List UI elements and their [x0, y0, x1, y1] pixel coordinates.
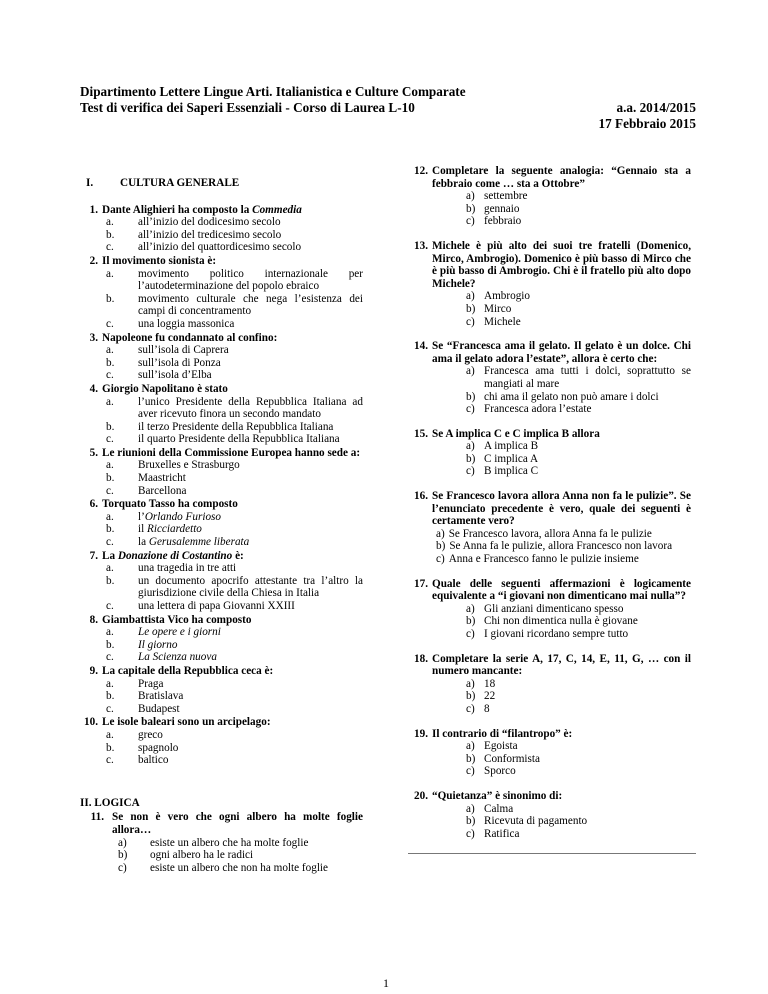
answer-option	[406, 803, 691, 816]
answer-option	[80, 523, 363, 536]
question-text	[80, 550, 363, 563]
question-text	[406, 578, 691, 603]
answer-option	[80, 433, 363, 446]
option-text: movimento culturale che nega l’esistenza dei campi di concentramento	[138, 292, 363, 318]
option-text: esiste un albero che ha molte foglie	[150, 836, 309, 849]
answer-option	[80, 729, 363, 742]
answer-option	[80, 849, 363, 862]
option-letter: c)	[118, 861, 127, 874]
question	[80, 811, 363, 874]
option-letter: c)	[466, 215, 475, 228]
option-letter: b.	[106, 472, 115, 485]
option-text: Se Anna fa le pulizie, allora Francesco non lavora	[449, 540, 673, 553]
option-letter: a)	[466, 802, 475, 815]
option-letter: c)	[466, 315, 475, 328]
answer-option	[406, 391, 691, 404]
answer-option	[406, 690, 691, 703]
question-label: Se Francesco lavora allora Anna non fa le pulizie”. Se l’enunciato precedente è vero, quale dei seguenti è certamente vero?	[432, 490, 691, 528]
question-label: Se non è vero che ogni albero ha molte foglie allora…	[112, 811, 363, 836]
question	[406, 728, 691, 778]
option-letter: a)	[466, 290, 475, 303]
answer-option	[80, 293, 363, 318]
option-text: Bratislava	[138, 690, 184, 703]
option-letter: b)	[466, 752, 476, 765]
academic-year: a.a. 2014/2015	[616, 100, 696, 115]
answer-option	[80, 600, 363, 613]
answer-option	[80, 421, 363, 434]
question-text	[406, 490, 691, 528]
option-letter: b.	[106, 741, 115, 754]
option-text: B implica C	[484, 465, 539, 478]
question-label: Quale delle seguenti affermazioni è logicamente equivalente a “i giovani non dimenticano mai nulla”?	[432, 577, 691, 603]
option-letter: b.	[106, 638, 115, 651]
option-letter: a.	[106, 395, 114, 408]
option-text: Gli anziani dimenticano spesso	[484, 602, 624, 615]
option-letter: a.	[106, 459, 114, 472]
option-letter: a)	[466, 440, 475, 453]
question-label: Michele è più alto dei suoi tre fratelli (Domenico, Mirco, Ambrogio). Domenico è più basso di Mirco che è più basso di Ambrogio. Chi è il fratello più alto dopo Michele?	[432, 239, 691, 290]
option-letter: a)	[466, 677, 475, 690]
answer-option	[406, 440, 691, 453]
option-text: Ratifica	[484, 827, 520, 840]
answer-option	[80, 837, 363, 850]
option-text: febbraio	[484, 215, 522, 228]
question-number: 3.	[89, 331, 98, 344]
option-letter: a)	[466, 190, 475, 203]
answer-option	[80, 639, 363, 652]
question-number: 10.	[84, 716, 98, 729]
option-text: all’inizio del quattordicesimo secolo	[138, 241, 302, 254]
question-label: Giambattista Vico ha composto	[102, 613, 252, 626]
question-label: Il contrario di “filantropo” è:	[432, 727, 573, 740]
question-text	[406, 428, 691, 441]
question-label: Napoleone fu condannato al confino:	[102, 331, 278, 344]
option-letter: b)	[466, 815, 476, 828]
answer-option	[406, 740, 691, 753]
answer-option	[80, 268, 363, 293]
question-text	[406, 340, 691, 365]
answer-option	[406, 528, 691, 541]
option-letter: b.	[106, 574, 115, 587]
option-text: una lettera di papa Giovanni XXIII	[138, 600, 295, 612]
question	[80, 204, 363, 254]
option-text: Budapest	[138, 702, 180, 715]
option-letter: b)	[466, 690, 476, 703]
option-letter: b.	[106, 420, 115, 433]
option-text: greco	[138, 728, 163, 741]
option-text: una loggia massonica	[138, 317, 235, 330]
option-text: un documento apocrifo attestante tra l’altro la giurisdizione civile della Chiesa in Italia	[138, 574, 363, 600]
option-text: all’inizio del tredicesimo secolo	[138, 228, 282, 241]
question-number: 8.	[89, 613, 98, 626]
question-number: 11.	[90, 811, 104, 824]
option-letter: b.	[106, 690, 115, 703]
question-label: Se A implica C e C implica B allora	[432, 427, 600, 440]
answer-option	[406, 203, 691, 216]
test-title: Test di verifica dei Saperi Essenziali - Corso di Laurea L-10	[80, 100, 415, 115]
option-text: l’unico Presidente della Repubblica Italiana ad aver ricevuto finora un secondo mandato	[138, 395, 363, 421]
question-number: 6.	[89, 498, 98, 511]
option-text: sull’isola d’Elba	[138, 369, 212, 382]
question-label: Torquato Tasso ha composto	[102, 498, 238, 511]
option-text: I giovani ricordano sempre tutto	[484, 628, 629, 640]
answer-option	[80, 229, 363, 242]
answer-option	[80, 459, 363, 472]
answer-option	[80, 575, 363, 600]
answer-option	[80, 472, 363, 485]
option-text: Praga	[138, 677, 164, 690]
option-letter: a.	[106, 344, 114, 357]
option-letter: c)	[436, 553, 445, 566]
question-text	[80, 716, 363, 729]
option-letter: c.	[106, 600, 114, 612]
answer-option	[80, 216, 363, 229]
question	[80, 614, 363, 664]
answer-option	[80, 485, 363, 498]
question-text	[80, 665, 363, 678]
question-number: 4.	[89, 382, 98, 395]
option-text: Sporco	[484, 765, 516, 778]
answer-option	[80, 344, 363, 357]
answer-option	[406, 828, 691, 841]
option-text: Maastricht	[138, 472, 186, 485]
option-text: Barcellona	[138, 484, 187, 497]
option-letter: c.	[106, 754, 114, 767]
question-label: Completare la seguente analogia: “Gennaio sta a febbraio come … sta a Ottobre”	[432, 165, 691, 190]
right-column	[406, 165, 691, 852]
option-letter: a)	[118, 836, 127, 849]
option-letter: c.	[106, 651, 114, 664]
option-text: Calma	[484, 802, 514, 815]
option-letter: b)	[466, 390, 476, 403]
question	[406, 490, 691, 566]
answer-option	[406, 365, 691, 390]
option-letter: a.	[106, 677, 114, 690]
answer-option	[80, 396, 363, 421]
question-text	[80, 498, 363, 511]
question	[406, 653, 691, 716]
option-letter: a)	[466, 602, 475, 615]
option-text: Ricevuta di pagamento	[484, 815, 588, 828]
option-letter: a.	[106, 267, 114, 280]
answer-option	[406, 190, 691, 203]
option-text: 22	[484, 690, 496, 703]
option-letter: c)	[466, 765, 475, 778]
option-text: il terzo Presidente della Repubblica Italiana	[138, 420, 334, 433]
option-text: baltico	[138, 754, 169, 767]
question-number: 7.	[89, 549, 98, 562]
option-letter: a.	[106, 626, 114, 639]
option-letter: c.	[106, 433, 114, 446]
option-letter: b)	[118, 849, 128, 862]
answer-option	[80, 862, 363, 875]
option-text: l’Orlando Furioso	[138, 510, 221, 523]
question	[80, 332, 363, 382]
option-text: gennaio	[484, 202, 520, 215]
option-text: spagnolo	[138, 741, 179, 754]
page-number: 1	[383, 976, 389, 990]
option-text: ogni albero ha le radici	[150, 849, 254, 862]
option-text: chi ama il gelato non può amare i dolci	[484, 390, 659, 403]
option-letter: b)	[466, 202, 476, 215]
question-label: “Quietanza” è sinonimo di:	[432, 789, 563, 802]
answer-option	[406, 815, 691, 828]
answer-option	[406, 753, 691, 766]
question	[80, 498, 363, 548]
question-label: Se “Francesca ama il gelato. Il gelato è un dolce. Chi ama il gelato adora l’estate”, allora è certo che:	[432, 340, 691, 365]
question-label: Il movimento sionista è:	[102, 254, 217, 267]
answer-option	[80, 742, 363, 755]
question-text	[80, 614, 363, 627]
question-label: La capitale della Repubblica ceca è:	[102, 664, 274, 677]
option-text: Chi non dimentica nulla è giovane	[484, 615, 638, 628]
answer-option	[80, 357, 363, 370]
question	[80, 383, 363, 446]
option-text: Anna e Francesco fanno le pulizie insieme	[448, 553, 639, 566]
option-letter: b)	[466, 615, 476, 628]
question	[406, 240, 691, 328]
option-letter: c)	[466, 403, 475, 416]
question-label: La Donazione di Costantino è:	[102, 549, 244, 562]
option-letter: a.	[106, 216, 114, 229]
question-number: 1.	[89, 203, 98, 216]
question-text	[406, 165, 691, 190]
option-text: Le opere e i giorni	[138, 626, 221, 639]
question-text	[406, 653, 691, 678]
question	[406, 428, 691, 478]
question-number: 19.	[414, 727, 428, 740]
question-number: 12.	[414, 165, 428, 177]
option-text: Se Francesco lavora, allora Anna fa le pulizie	[448, 527, 652, 540]
answer-option	[406, 540, 691, 553]
question	[80, 255, 363, 331]
question	[406, 790, 691, 840]
question-label: Le riunioni della Commissione Europea hanno sede a:	[102, 446, 361, 459]
question-text	[406, 240, 691, 290]
option-letter: a.	[106, 562, 114, 575]
answer-option	[406, 465, 691, 478]
option-text: la Gerusalemme liberata	[138, 536, 250, 549]
option-letter: c)	[466, 827, 475, 840]
department-title: Dipartimento Lettere Lingue Arti. Italianistica e Culture Comparate	[80, 84, 466, 99]
option-text: 8	[484, 702, 490, 715]
question-number: 2.	[89, 254, 98, 267]
option-letter: b)	[466, 452, 476, 465]
question-number: 17.	[414, 577, 428, 590]
question-text	[406, 790, 691, 803]
section-heading: II. LOGICA	[80, 796, 140, 809]
option-letter: c)	[466, 465, 475, 478]
option-text: Egoista	[484, 740, 518, 753]
option-text: 18	[484, 677, 496, 690]
left-column	[80, 165, 363, 875]
option-text: movimento politico internazionale per l’autodeterminazione del popolo ebraico	[138, 267, 363, 293]
answer-option	[406, 628, 691, 641]
option-text: Francesca adora l’estate	[484, 403, 592, 416]
question-label: Giorgio Napolitano è stato	[102, 382, 228, 395]
question	[80, 665, 363, 715]
option-text: Michele	[484, 315, 521, 328]
option-letter: a)	[466, 740, 475, 753]
answer-option	[80, 703, 363, 716]
option-letter: c.	[106, 241, 114, 254]
question-number: 16.	[414, 490, 428, 503]
option-text: sull’isola di Ponza	[138, 356, 221, 369]
question	[80, 447, 363, 497]
question-number: 15.	[414, 427, 428, 440]
question-number: 9.	[89, 664, 98, 677]
question-number: 5.	[89, 446, 98, 459]
option-letter: a.	[106, 510, 114, 523]
option-letter: c.	[106, 484, 114, 497]
option-letter: a)	[466, 365, 475, 378]
option-text: Il giorno	[138, 638, 178, 651]
answer-option	[80, 369, 363, 382]
question-number: 13.	[414, 239, 428, 252]
option-text: Ambrogio	[484, 290, 530, 303]
option-letter: b)	[436, 540, 446, 553]
option-text: settembre	[484, 190, 528, 203]
answer-option	[406, 403, 691, 416]
answer-option	[80, 318, 363, 331]
question-label: Dante Alighieri ha composto la Commedia	[102, 203, 302, 216]
section-heading: I. CULTURA GENERALE	[86, 177, 240, 189]
option-text: il quarto Presidente della Repubblica Italiana	[138, 433, 340, 446]
answer-option	[406, 303, 691, 316]
question-number: 18.	[414, 652, 428, 665]
answer-option	[80, 241, 363, 254]
option-letter: b.	[106, 228, 115, 241]
answer-option	[80, 678, 363, 691]
footnote-separator	[408, 853, 696, 854]
option-letter: c)	[466, 702, 475, 715]
answer-option	[406, 453, 691, 466]
option-text: esiste un albero che non ha molte foglie	[150, 861, 329, 874]
option-letter: c.	[106, 369, 114, 382]
answer-option	[406, 703, 691, 716]
question	[80, 550, 363, 613]
option-letter: c.	[106, 536, 114, 549]
question	[406, 340, 691, 416]
answer-option	[406, 765, 691, 778]
question	[406, 578, 691, 641]
option-text: il Ricciardetto	[138, 523, 202, 536]
option-text: Bruxelles e Strasburgo	[138, 459, 240, 472]
answer-option	[80, 651, 363, 664]
question-label: Completare la serie A, 17, C, 14, E, 11, G, … con il numero mancante:	[432, 652, 691, 678]
option-text: C implica A	[484, 452, 539, 465]
question-text	[80, 811, 363, 836]
question-number: 20.	[414, 789, 428, 802]
option-text: La Scienza nuova	[138, 651, 217, 664]
answer-option	[406, 603, 691, 616]
question-text	[80, 204, 363, 217]
answer-option	[80, 562, 363, 575]
option-text: Mirco	[484, 302, 512, 315]
answer-option	[80, 511, 363, 524]
option-text: sull’isola di Caprera	[138, 344, 229, 357]
answer-option	[80, 536, 363, 549]
option-letter: b.	[106, 523, 115, 536]
option-letter: b)	[466, 302, 476, 315]
test-date: 17 Febbraio 2015	[598, 116, 696, 131]
option-letter: c.	[106, 702, 114, 715]
option-letter: a)	[436, 527, 445, 540]
question-text	[80, 255, 363, 268]
question-text	[80, 447, 363, 460]
answer-option	[80, 754, 363, 767]
answer-option	[406, 615, 691, 628]
answer-option	[406, 290, 691, 303]
answer-option	[406, 553, 691, 566]
option-text: Francesca ama tutti i dolci, soprattutto se mangiati al mare	[484, 365, 691, 390]
option-letter: c.	[106, 317, 114, 330]
answer-option	[80, 626, 363, 639]
option-letter: b.	[106, 292, 115, 305]
option-text: Conformista	[484, 752, 540, 765]
question	[80, 716, 363, 766]
question-text	[80, 332, 363, 345]
answer-option	[406, 678, 691, 691]
answer-option	[80, 690, 363, 703]
question-label: Le isole baleari sono un arcipelago:	[102, 716, 271, 729]
option-text: A implica B	[484, 440, 539, 453]
question-number: 14.	[414, 340, 428, 353]
answer-option	[406, 316, 691, 329]
option-letter: a.	[106, 728, 114, 741]
question-text	[80, 383, 363, 396]
option-letter: b.	[106, 356, 115, 369]
question	[406, 165, 691, 228]
option-letter: c)	[466, 628, 475, 640]
question-text	[406, 728, 691, 741]
answer-option	[406, 215, 691, 228]
option-text: all’inizio del dodicesimo secolo	[138, 216, 281, 229]
option-text: una tragedia in tre atti	[138, 562, 237, 575]
